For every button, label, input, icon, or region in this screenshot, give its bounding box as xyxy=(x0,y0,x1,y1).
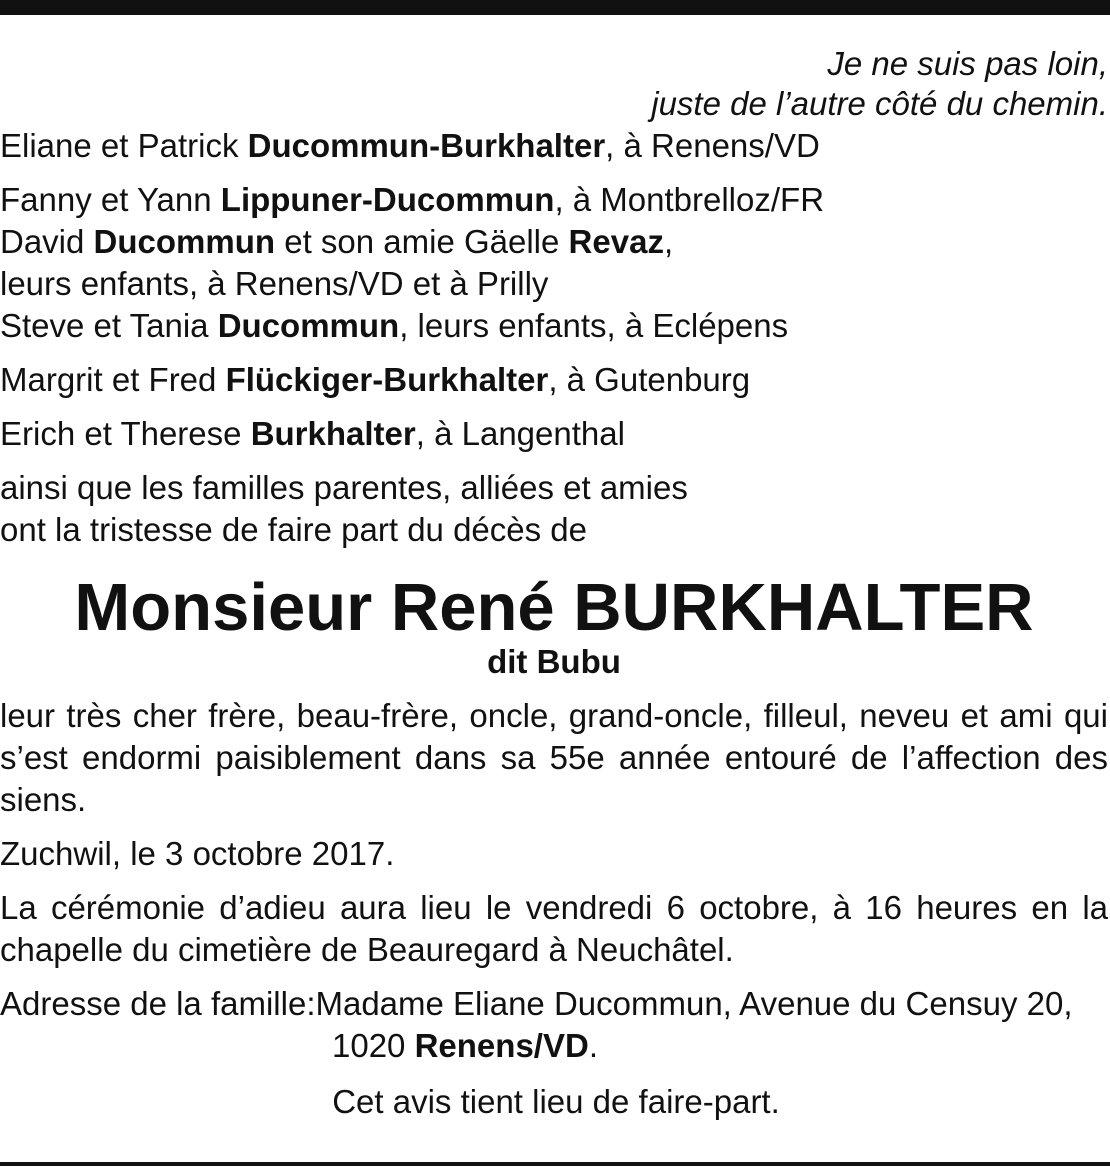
city: Renens/VD xyxy=(414,1027,589,1064)
place-date: Zuchwil, le 3 octobre 2017. xyxy=(0,835,395,872)
relation-text: leur très cher frère, beau-frère, oncle, grand-oncle, filleul, neveu et ami qui s’est endormi paisiblement dans sa 55e année entouré de l’affection des siens. xyxy=(0,697,1108,818)
family-group-1 xyxy=(0,125,1108,167)
text: Eliane et Patrick xyxy=(0,127,248,164)
bottom-rule xyxy=(0,1162,1110,1166)
surname: Ducommun-Burkhalter xyxy=(247,127,606,164)
text: , à Renens/VD xyxy=(605,127,820,164)
text: ont la tristesse de faire part du décès de xyxy=(0,511,588,548)
text: Fanny et Yann xyxy=(0,181,221,218)
family-group-3 xyxy=(0,359,1108,401)
text: David xyxy=(0,223,94,260)
announcement-intro xyxy=(0,467,1108,551)
surname: Ducommun xyxy=(217,307,400,344)
surname: Lippuner-Ducommun xyxy=(220,181,555,218)
epigraph-line-2: juste de l’autre côté du chemin. xyxy=(651,85,1108,122)
obituary xyxy=(0,44,1108,1123)
address-label: Adresse de la famille: xyxy=(0,985,316,1022)
text: leurs enfants, à Renens/VD et à Prilly xyxy=(0,265,549,302)
text: Steve et Tania xyxy=(0,307,218,344)
text: et son amie Gäelle xyxy=(275,223,569,260)
deceased-name: Monsieur René BURKHALTER xyxy=(74,570,1034,645)
text: , xyxy=(663,223,674,260)
deceased-nickname: dit Bubu xyxy=(487,643,621,680)
epigraph xyxy=(0,44,1108,124)
text: , à Langenthal xyxy=(415,415,625,452)
address-line-2 xyxy=(332,1027,598,1064)
family-group-2 xyxy=(0,179,1108,347)
text: , à Montbrelloz/FR xyxy=(554,181,825,218)
surname: Flückiger-Burkhalter xyxy=(225,361,549,398)
surname: Ducommun xyxy=(93,223,276,260)
ceremony-text: La cérémonie d’adieu aura lieu le vendredi 6 octobre, à 16 heures en la chapelle du cimetière de Beauregard à Neuchâtel. xyxy=(0,889,1108,968)
text: 1020 xyxy=(332,1027,415,1064)
address-line-1: Madame Eliane Ducommun, Avenue du Censuy 20, xyxy=(315,985,1073,1022)
family-group-4 xyxy=(0,413,1108,455)
text: Margrit et Fred xyxy=(0,361,226,398)
family-address xyxy=(0,983,1108,1067)
surname: Revaz xyxy=(568,223,664,260)
top-rule xyxy=(0,0,1110,15)
text: , à Gutenburg xyxy=(548,361,751,398)
text: . xyxy=(588,1027,598,1064)
surname: Burkhalter xyxy=(250,415,416,452)
epigraph-line-1: Je ne suis pas loin, xyxy=(827,45,1108,82)
text: Erich et Therese xyxy=(0,415,251,452)
notice: Cet avis tient lieu de faire-part. xyxy=(332,1083,780,1120)
text: ainsi que les familles parentes, alliées et amies xyxy=(0,469,688,506)
text: , leurs enfants, à Eclépens xyxy=(399,307,789,344)
